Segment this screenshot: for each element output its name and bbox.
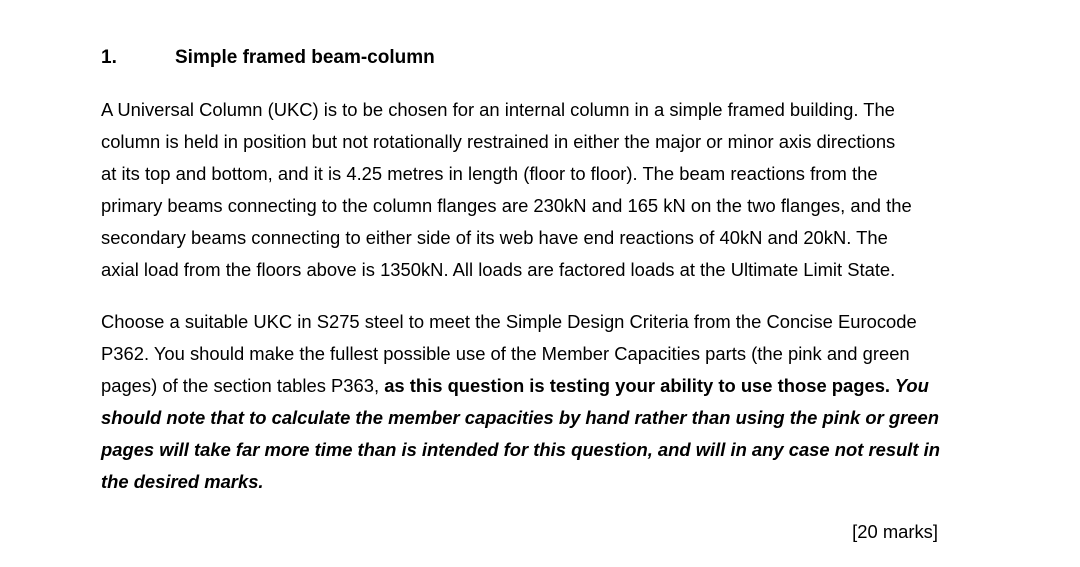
marks-allocation: [20 marks]	[852, 521, 938, 542]
problem-statement-paragraph	[101, 94, 1041, 286]
section-number: 1.	[101, 47, 117, 68]
paragraph-line: primary beams connecting to the column flanges are 230kN and 165 kN on the two flanges, and the	[101, 195, 912, 216]
instructions-paragraph	[101, 306, 1041, 498]
paragraph-line: A Universal Column (UKC) is to be chosen for an internal column in a simple framed building. The	[101, 99, 895, 120]
paragraph-line: P362. You should make the fullest possible use of the Member Capacities parts (the pink and green	[101, 343, 910, 364]
section-title: Simple framed beam-column	[175, 47, 435, 68]
paragraph-line: axial load from the floors above is 1350kN. All loads are factored loads at the Ultimate Limit State.	[101, 259, 896, 280]
regular-text: pages) of the section tables P363,	[101, 375, 385, 396]
paragraph-line: at its top and bottom, and it is 4.25 metres in length (floor to floor). The beam reactions from the	[101, 163, 878, 184]
bold-emphasis-text: as this question is testing your ability to use those pages.	[384, 375, 891, 396]
paragraph-line: Choose a suitable UKC in S275 steel to meet the Simple Design Criteria from the Concise Eurocode	[101, 311, 917, 332]
emphasis-line: the desired marks.	[101, 471, 264, 492]
bold-italic-emphasis-text: You	[890, 375, 929, 396]
paragraph-line-mixed	[101, 370, 1041, 402]
paragraph-line: secondary beams connecting to either side of its web have end reactions of 40kN and 20kN. The	[101, 227, 888, 248]
paragraph-line: column is held in position but not rotationally restrained in either the major or minor axis directions	[101, 131, 896, 152]
emphasis-line: should note that to calculate the member capacities by hand rather than using the pink or green	[101, 407, 939, 428]
emphasis-line: pages will take far more time than is intended for this question, and will in any case not result in	[101, 439, 940, 460]
